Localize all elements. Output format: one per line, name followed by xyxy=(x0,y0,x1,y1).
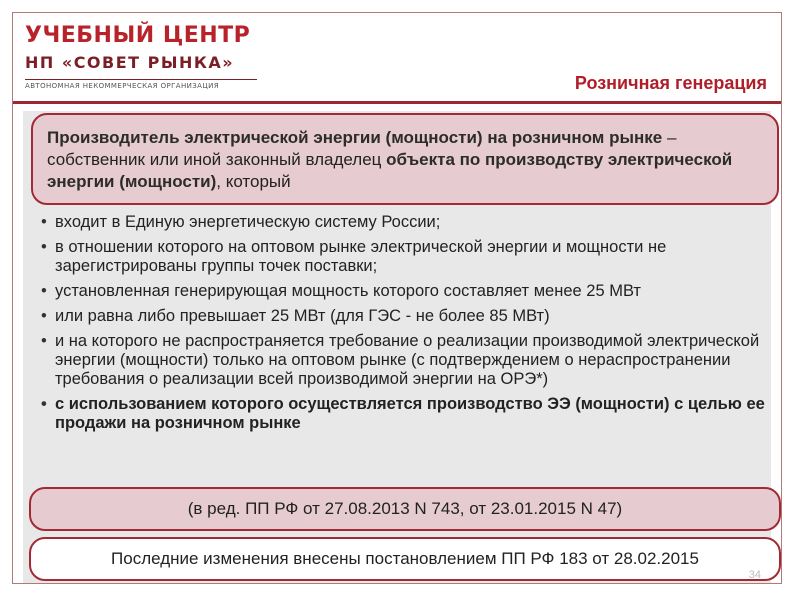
definition-object: объекта по производству электрической энергии (мощности) xyxy=(47,150,733,191)
list-item: • в отношении которого на оптовом рынке электрической энергии и мощности не зарегистрированы группы точек поставки; xyxy=(41,238,771,276)
header-divider xyxy=(13,101,781,104)
logo xyxy=(25,23,265,90)
logo-subtitle: НП «СОВЕТ РЫНКА» xyxy=(25,53,235,72)
list-item: • с использованием которого осуществляется производство ЭЭ (мощности) с целью ее продажи на розничном рынке xyxy=(41,395,771,433)
definition-term: Производитель электрической энергии (мощности) на розничном рынке xyxy=(47,128,663,147)
definition-text-1: собственник или иной законный владелец xyxy=(47,150,387,169)
list-item: • установленная генерирующая мощность которого составляет менее 25 МВт xyxy=(41,282,771,301)
page-number: 34 xyxy=(748,569,761,581)
definition-box xyxy=(31,113,779,205)
logo-title: УЧЕБНЫЙ ЦЕНТР xyxy=(25,23,251,48)
list-item: • входит в Единую энергетическую систему России; xyxy=(41,213,771,232)
definition-text-2: , который xyxy=(216,172,291,191)
logo-divider xyxy=(25,79,257,80)
definition-dash: – xyxy=(662,128,677,147)
criteria-list xyxy=(41,213,771,439)
logo-org-caption: АВТОНОМНАЯ НЕКОММЕРЧЕСКАЯ ОРГАНИЗАЦИЯ xyxy=(25,82,220,90)
reference-box: (в ред. ПП РФ от 27.08.2013 N 743, от 23.01.2015 N 47) xyxy=(29,487,781,531)
list-item: • или равна либо превышает 25 МВт (для ГЭС - не более 85 МВт) xyxy=(41,307,771,326)
section-title: Розничная генерация xyxy=(574,73,767,93)
slide xyxy=(12,12,782,584)
last-changes-box: Последние изменения внесены постановлением ПП РФ 183 от 28.02.2015 xyxy=(29,537,781,581)
list-item: • и на которого не распространяется требование о реализации производимой электрической энергии (мощности) только на оптовом рынке (с подтверждением о нераспространении требования о реализации всей производимой энергии на ОРЭ*) xyxy=(41,332,771,389)
